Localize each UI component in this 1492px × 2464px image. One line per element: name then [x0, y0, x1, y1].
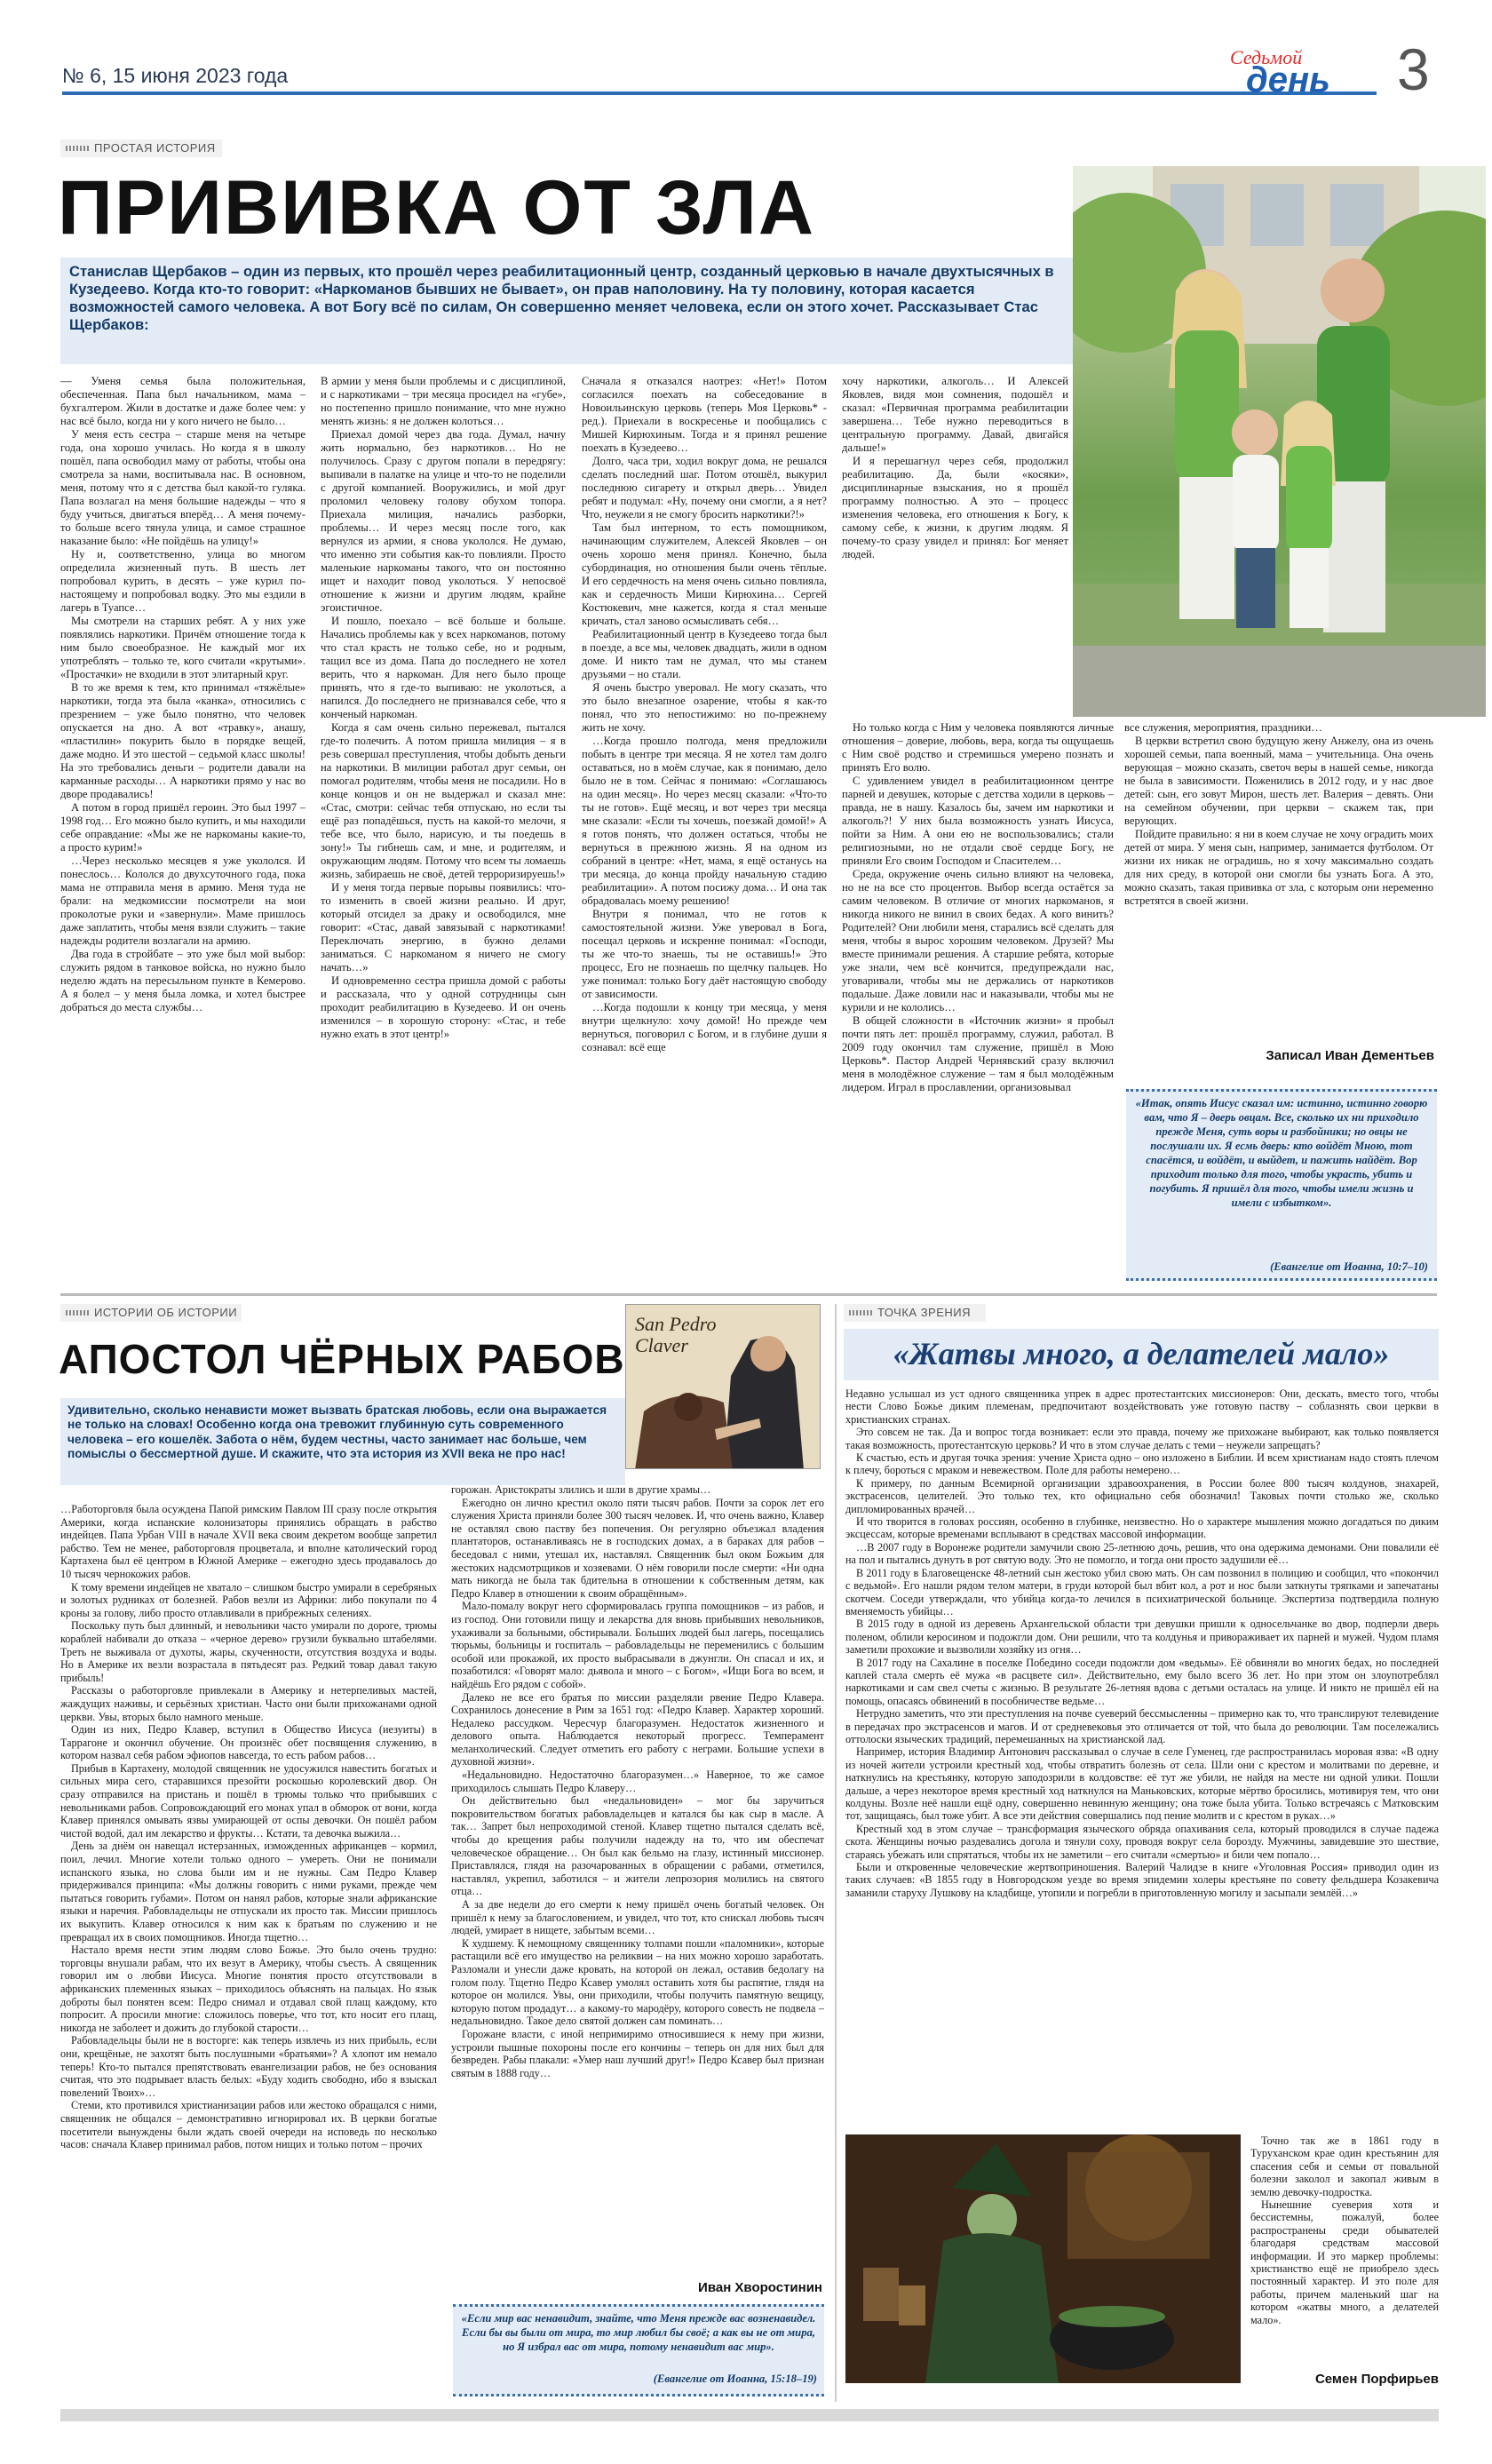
article3-p8: В 2015 году в одной из деревень Архангельской области три девушки пришли к односельчанке во двор, подперли дверь поленом, облили керосином и подожгли дом. Они решили, что та колдунья и привораживает их парней и мужей. Чудом пламя заметили прохожие и вызволили хозяйку из огня…	[845, 1617, 1439, 1657]
article1-title: ПРИВИВКА ОТ ЗЛА	[58, 165, 816, 250]
article3-p14: Точно так же в 1861 году в Туруханском крае один крестьянин для спасения себя и семьи от повальной болезни заколол и закопал живым в землю девочку-подростка.	[1250, 2134, 1439, 2198]
article1-col2-p4: Когда я сам очень сильно пережевал, пытался где-то полечить. А потом пришла милиция – я в резь совершал преступления, чтобы добыть деньги на наркотики. В милиции работал друг семьи, он помогал родителям, чтобы меня не посадили. Но в конце концов и он не выдержал и сказал мне: «Стас, смотри: сейчас тебя отпускаю, но если ты ещё раз попадёшься, пусть на какой-то мелочи, я тебе все, что было, нарисую, и ты поедешь в зону!» Ты гибнешь сам, и мне, и родителям, и окружающим людям. Потому что всем ты ломаешь жизнь, забираешь не своё, детей терроризируешь!»	[321, 721, 566, 880]
article1-col3-p6: …Когда прошло полгода, меня предложили побыть в центре три месяца. Я не хотел там долго оставаться, но в моём случае, как я понимаю, дело было не в том. Сейчас я понимаю: «Соглашаюсь на один месяц». Но через месяц сказали: «Что-то ты не готов». Ещё месяц, и вот через три месяца мне сказали: «Если ты хочешь, поезжай домой!» А я готов понять, что должен остаться, чтобы не вернуться в прежнюю жизнь. Я на одном из собраний в центре: «Нет, мама, я ещё останусь на три месяца, до конца пройду начальную стадию реабилитации». А потом посижу дома… И она так обрадовалась моему решению!	[582, 735, 827, 907]
article3-p1: Недавно услышал из уст одного священника упрек в адрес протестантских миссионеров: Они, дескать, вместо того, чтобы нести Слово Божье диким племенам, предпочитают воздействовать уже готовую паству – соблазнять свои церкви в христианских странах.	[845, 1387, 1439, 1426]
witch-illustration-art	[845, 2134, 1241, 2383]
article1-col4-p3: Но только когда с Ним у человека появляются личные отношения – доверие, любовь, вера, когда ты ощущаешь с Ним своё родство и стремишься умерено познать и принять Его волю.	[842, 721, 1114, 774]
article1-col3-p5: Я очень быстро уверовал. Не могу сказать, что это было внезапное озарение, чтобы я как-то понял, что это непостижимо: но по-прежнему жить не хочу.	[582, 681, 827, 734]
article2-col1-p5: Один из них, Педро Клавер, вступил в Общество Иисуса (иезуиты) в Таррагоне и окончил обучение. Он произнёс обет посвящения служению, в котором назвал себя рабом эфиопов навсегда, то есть рабом рабов…	[60, 1723, 437, 1762]
article1-quote: «Итак, опять Иисус сказал им: истинно, истинно говорю вам, что Я – дверь овцам. Все, сколько их ни приходило прежде Меня, суть воры и разбойники; но овцы не послушали их. Я есмь дверь: кто войдёт Мною, тот спасётся, и войдёт, и выйдет, и пажить найдёт. Вор приходит только для того, чтобы украсть, убить и погубить. Я пришёл для того, чтобы имели жизнь и имели с избытком».	[1135, 1097, 1428, 1209]
article1-col3-p8: …Когда подошли к концу три месяца, у меня внутри щелкнуло: хочу домой! Но прежде чем вернуться, поговорил с Богом, и в глубине души я сознавал: всё еще	[582, 1001, 827, 1053]
article2-col2-p3: Мало-помалу вокруг него сформировалась группа помощников – из рабов, и из господ. Они готовили пищу и лекарства для вновь прибывших невольников, ухаживали за больными, обстирывали. Больших людей был лагерь, посещались тюрьмы, больницы и госпиталь – рабовладельцы не переменились с большим особой или прокажой, их просто выбрасывали в джунгли. Он спасал и их, и позаботился: «Говорят мало: дьявола и много – с Богом», «Ищи Бога во всем, и найдёшь Его рядом с собой».	[451, 1600, 824, 1690]
article1-col3-p3: Там был интерном, то есть помощником, начинающим служителем, Алексей Яковлев – он очень хорошо меня принял. Конечно, была субординация, но отношения были очень тёплые. И его сердечность на меня очень сильно повлияла, как и сердечность Миши Кирюхина… Сергей Костюкевич, мне кажется, когда я стал меньше кричать, стал заново осмысливать себя…	[582, 521, 827, 627]
article1-col3-p2: Долго, часа три, ходил вокруг дома, не решался сделать последний шаг. Потом отошёл, выкурил последнюю сигарету и открыл дверь… Увидел ребят и подумал: «Ну, почему они смогли, а я нет? Что, неужели я не смогу бросить наркотики?!»	[582, 455, 827, 521]
article2-signature: Иван Хворостинин	[698, 2280, 822, 2295]
article3-p15: Нынешние суеверия хотя и бессистемны, пожалуй, более распространены среди обывателей благодаря средствам массовой информации. И это маркер проблемы: христианство ещё не приобрело здесь постоянный характер. И это поле для работы, причем маленький шаг на котором «жатвы много, а делателей мало».	[1250, 2198, 1439, 2326]
logo-big: день	[1246, 60, 1330, 99]
article2-col1-p10: Стеми, кто противился христианизации рабов или жестоко обращался с ними, священник не общался – демонстративно игнорировал их. В церкви богатые посетители вынуждены были ждать своей очереди на исповедь по несколько часов: сначала Клавер принимал рабов, потом нищих и только потом – прочих	[60, 2099, 437, 2151]
article2-col1-p6: Прибыв в Картахену, молодой священник не удосужился навестить богатых и сильных мира сего, старавшихся презойти роскошью королевский двор. Он сразу отправился на пристань и пошёл в трюмы только что прибывших с невольниками рабов. Сопровождающий его монах упал в обморок от вони, когда Клавер принялся омывать язвы умирающей от оспы девочки. Он пошёл рабом чистой водой, дал им лекарство и фрукты… Кстати, та девочка выжила…	[60, 1761, 437, 1840]
article1-quote-ref: (Евангелие от Иоанна, 10:7–10)	[1270, 1260, 1428, 1273]
article1-col1-p5: В то же время к тем, кто принимал «тяжёлые» наркотики, тогда эта была «канка», относились с презрением – уже было понятно, что человек опускается на дно. А вот «травку», анашу, «пластилин» покурить было в порядке вещей, даже модно. И это шестой – седьмой класс школы! На это требовались деньги – родители давали на карманные расходы… А наркотики прямо у нас во дворе продавались!	[60, 681, 306, 800]
article3-p2: Это совсем не так. Да и вопрос тогда возникает: если это правда, почему же прихожане выбирают, как только появляется такая возможность, протестантскую церковь? И что в этом случае делать с теми – неужели запрещать?	[845, 1426, 1439, 1451]
article1-col1-p4: Мы смотрели на старших ребят. А у них уже появлялись наркотики. Причём отношение тогда к ним было своеобразное. Не каждый мог их употреблять – только те, кого считали «крутыми». «Простачки» не входили в этот элитарный круг.	[60, 615, 306, 680]
article3-p9: В 2017 году на Сахалине в поселке Победино соседи подожгли дом «ведьмы». Её обвиняли во многих бедах, но последней каплей стала смерть её мужа «в расцвете сил». Действительно, ему было всего 36 лет. Но при этом он злоупотреблял наркотиками и сам свел счеты с жизнью. В результате 26-летняя вдова с детьми осталась на улице. И никто не пришёл ей на помощь, опасаясь обвинений в пособничестве ведьме…	[845, 1656, 1439, 1707]
article2-col1-p8: Настало время нести этим людям слово Божье. Это было очень трудно: торговцы внушали рабам, что их везут в Америку, чтобы съесть. А священник говорил им о любви Иисуса. Многие понятия просто отсутствовали в африканских племенных языках – приходилось объяснять на пальцах. Но язык доброты был понятен всем: Педро снимал и отдавал свой плащ каждому, кто попросит. А просили многие: сложилось поверье, что тот, кто носит его плащ, никогда не заболеет и дожить до глубокой старости…	[60, 1943, 437, 2034]
article1-col5	[1124, 721, 1433, 1041]
article3-p6: …В 2007 году в Воронеже родители замучили свою 25-летнюю дочь, решив, что она одержима демонами. Они повалили её на пол и пытались дунуть в рот святую воду. Это не помогло, и тогда они просто задушили её…	[845, 1540, 1439, 1567]
witch-illustration	[845, 2134, 1241, 2383]
section-divider	[60, 1293, 1437, 1296]
article1-col2-p5: И у меня тогда первые порывы появились: что-то изменить в своей жизни реально. И друг, который отсидел за драку и освободился, мне говорит: «Стас, давай завязывай с наркотиками! Переключать энергию, в бужно делами заниматься. С наркоманом я ничего не смогу начать…»	[321, 881, 566, 974]
saint-painting-caption: San Pedro Claver	[635, 1313, 717, 1356]
article1-col1-p1: — Уменя семья была положительная, обеспеченная. Папа был начальником, мама – бухгалтером. Жили в достатке и даже более чем: у нас всё было, когда ни у кого ничего не было…	[60, 375, 306, 427]
article1-col4-p5: Среда, окружение очень сильно влияют на человека, но не на все сто процентов. Выбор всегда остаётся за самим человеком. В отличие от многих наркоманов, я никогда никого не винил в своих бедах. А кого винить? Родителей? Они любили меня, старались всё сделать для меня, чтобы я вырос хорошим человеком. Друзей? Мы вместе принимали решения. А старшие ребята, которые уже знали, чем всё кончится, предупреждали нас, уговаривали, чтобы мы не держались от наркотиков подальше. Даже ловили нас и наказывали, чтобы мы не курили и не кололись…	[842, 868, 1114, 1013]
article1-col3-p4: Реабилитационный центр в Кузедеево тогда был в поезде, а все мы, человек двадцать, жили в одном доме. И никто там не думал, что мы станем друзьями – но стали.	[582, 628, 827, 680]
article1-col4-top	[842, 375, 1068, 708]
article1-col4-p6: В общей сложности в «Источник жизни» я пробыл почти пять лет: прошёл программу, служил, работал. В 2009 году окончил там служение, пришёл в Мою Церковь*. Пастор Андрей Чернявский сразу включил меня в молодёжное служение – там я был молодёжным лидером. Играл в прославлении, организовывал	[842, 1014, 1114, 1093]
article1-col2-p1: В армии у меня были проблемы и с дисциплиной, и с наркотиками – три месяца просидел на «губе», но постепенно пришло понимание, что мне нужно менять жизнь: я не должен колоться…	[321, 375, 566, 427]
article2-rubric: ИСТОРИИ ОБ ИСТОРИИ	[60, 1304, 242, 1322]
article2-col1-p1: …Работорговля была осуждена Папой римским Павлом III сразу после открытия Америки, когда испанские колонизаторы принялись обращать в рабство индейцев. Папа Урбан VIII в начале XVII века своим декретом вообще запретил рабство. Тем не менее, работорговля процветала, и вполне католический город Картахена был её центром в Южной Америке – ежегодно здесь продавалось до 10 тысяч чернокожих рабов.	[60, 1503, 437, 1580]
article1-col1-p8: Два года в стройбате – это уже был мой выбор: служить рядом в танковое войска, но нужно было неделю ждать на пересыльном пункте в Кемерово. А я болел – у меня была ломка, и хотел быстрее добраться до места службы…	[60, 948, 306, 1013]
article2-col1-p2: К тому времени индейцев не хватало – слишком быстро умирали в серебряных и золотых рудниках от болезней. Рабов везли из Африки: либо покупали по 4 кроны за голову, либо просто отлавливали в прибрежных селениях.	[60, 1580, 437, 1619]
article3-p3: К счастью, есть и другая точка зрения: учение Христа одно – оно изложено в Библии. И всем христианам надо стоять плечом к плечу, бороться с мраком и невежеством. Поле для работы немерено…	[845, 1451, 1439, 1477]
article1-col1-p2: У меня есть сестра – старше меня на четыре года, она хорошо училась. Но когда я в школу пошёл, папа освободил маму от работы, чтобы она смотрела за нами, воспитывала нас. В основном, меня, потому что я с детства был какой-то гуляка. Папа возлагал на меня большие надежды – что я буду учиться, двигаться вперёд… А меня почему-то больше всего тянула улица, и самое страшное наказание было: «Не пойдёшь на улицу!»	[60, 428, 306, 547]
article1-col3-p7: Внутри я понимал, что не готов к самостоятельной жизни. Уже уверовал в Бога, посещал церковь и искренне понимал: «Господи, ты же что-то знаешь, ты не оставишь!» Это процесс, Его не познаешь по щелчку пальцев. Но уже понимал: только Богу даёт настоящую свободу от зависимости.	[582, 908, 827, 1000]
article2-col2-p8: К худшему. К немощному священнику толпами пошли «паломники», которые растащили всё его имущество на реликвии – на них можно хорошо заработать. Разломали и унесли даже кровать, на которой он лежал, оставив бедолагу на голом полу. Тщетно Педро Ксавер умолял оставить хотя бы распятие, глядя на которое он молился. Увы, они приходили, чтобы получить памятную вещицу, которую потом продадут… а какому-то мародёру, которого совесть не подвела – недальновидно. Такое дело святой должен сам поминать…	[451, 1936, 824, 2028]
article1-rubric: ПРОСТАЯ ИСТОРИЯ	[60, 139, 222, 157]
article1-col1-p3: Ну и, соответственно, улица во многом определила жизненный путь. В шесть лет попробовал курить, в десять – уже курил по-настоящему и попробовал водку. Это мы ездили в лагерь в Туапсе…	[60, 548, 306, 614]
article1-col1	[60, 375, 306, 1281]
article2-lead: Удивительно, сколько ненависти может вызвать братская любовь, если она выражается не только на словах! Особенно когда она тревожит глубинную суть современного человека – его кошелёк. Забота о нём, будем честны, часто занимает нас больше, чем помыслы о бессмертной душе. И скажите, что эта история из XVII века не про нас!	[67, 1403, 607, 1461]
article3-p4: К примеру, по данным Всемирной организации здравоохранения, в России более 800 тысяч колдунов, знахарей, экстрасенсов, целителей. Это только тех, кто официально себя обозначил! Таковых почти столько же, сколько дипломированных врачей…	[845, 1476, 1439, 1515]
article3-p11: Например, история Владимир Антонович рассказывал о случае в селе Гуменец, где распространилась моровая язва: «В одну из ночей жители устроили крестный ход, чтобы отвратить болезнь от села. Шли они с крестом и молитвами по деревне, и наткнулись на крестьянку, которую заподозрили в колдовстве: её тут же убили, не найдя на месте ни одной улики. Пошли дальше, а через некоторое время крестный ход наткнулся на Маньковских, которые мёртво бросились, мотивируя тем, что они колдуны. Возле неё нашли ещё одну, совершенно невинную женщину; она тоже была убита. Только встречаясь с Матковским тот, защищаясь, был тоже убит. А все эти действия совершались под пение молитв и с крестом в руках…»	[845, 1745, 1439, 1823]
article3-rubric: ТОЧКА ЗРЕНИЯ	[844, 1304, 986, 1322]
logo-small: Седьмой	[1230, 46, 1303, 68]
article1-col1-p6: А потом в город пришёл героин. Это был 1997 – 1998 год… Его можно было купить, и мы находили себе оправдание: «Мы же не наркоманы какие-то, а просто курим!»	[60, 801, 306, 854]
issue-date: № 6, 15 июня 2023 года	[62, 64, 289, 87]
article2-col2-p4: Далеко не все его братья по миссии разделяли рвение Педро Клавера. Сохранилось донесение в Рим за 1651 год: «Педро Клавер. Характер хороший. Недалеко рассудком. Чересчур благоразумен. Недостаток жизненного и делового опыта. Наблюдается некоторый прогресс. Темперамент меланхолический. Следует отметить его работу с неграми. Большие успехи в духовной жизни».	[451, 1690, 824, 1769]
page-number: 3	[1397, 36, 1430, 102]
article1-col1-p7: …Через несколько месяцев я уже укололся. И понеслось… Кололся до двухсуточного года, пока мама не отправила меня в армию. Меня туда не брали: на медкомиссии посмотрели на мои проколотые руки и «завернули». Маме пришлось даже заплатить, чтобы меня взяли служить – такие надежды родители возлагали на армию.	[60, 854, 306, 947]
article2-col1-p3: Поскольку путь был длинный, и невольники часто умирали по дороге, трюмы кораблей набивали до отказа – «черное дерево» грузили буквально штабелями. Треть не выживала от духоты, жары, скученности, отсутствия воздуха и воды. Но в Америке их везли возрастала в пятьдесят раз. Редкий товар давал такую прибыль!	[60, 1619, 437, 1684]
article1-col2	[321, 375, 566, 1281]
article1-col4-p2: И я перешагнул через себя, продолжил реабилитацию. Да, были «косяки», дисциплинарные взыскания, но я прошёл программу полностью. А это – процесс изменения человека, его отношения к Богу, к самому себе, к жизни, к другим людям. Я почему-то сразу увидел и принял: Бог меняет людей.	[842, 455, 1068, 560]
article1-signature: Записал Иван Дементьев	[1266, 1048, 1434, 1063]
family-photo	[1073, 166, 1486, 717]
article1-col2-p2: Приехал домой через два года. Думал, начну жить нормально, без наркотиков… Но не получилось. Сразу с другом попали в передрягу: выпивали в палатке на улице и что-то не поделили с другой компанией. Вооружились, и мой друг проломил человеку голову обухом топора. Приехала милиция, начались разборки, проблемы… И через месяц после того, как вернулся из армии, я снова укололся. Не думаю, что именно эти события как-то повлияли. Просто маленькие наркоманы такого, что он постоянно ищет и находит повод уколоться. У непосвоё отношение к жизни и другим людям, крайне эгоистичное.	[321, 428, 566, 614]
article3-p5: И что творится в головах россиян, особенно в глубинке, неизвестно. Но о характере мышления можно догадаться по диким эксцессам, которые временами всплывают в средствах массовой информации.	[845, 1515, 1439, 1541]
footer-rule	[60, 2409, 1439, 2421]
article2-col2-p1: горожан. Аристократы злились и шли в другие храмы…	[451, 1483, 711, 1496]
article2-col2-p6: Он действительно был «недальновиден» – мог бы заручиться покровительством богатых рабовладельцев и катался бы как сыр в масле. А так… Запрет был непроходимой стеной. Клавер тщетно пытался сделать всё, чтобы до крещения рабы получили надежду на то, что им обеспечат человеческое обращение… Он был как бельмо на глазу, истинный миссионер. Приставлялся, глядя на разочарованных в обращении с рабами, отметился, наставлял, укрепил, заботился – и жители лепрозория молились на святого отца…	[451, 1794, 824, 1898]
article3-body-top	[845, 1387, 1439, 2129]
article2-col1-p4: Рассказы о работорговле привлекали в Америку и нетерпеливых мастей, жаждущих наживы, и серьёзных христиан. Часто они были прихожанами одной церкви. Увы, вторых было намного меньше.	[60, 1684, 437, 1723]
article1-col4-p1: хочу наркотики, алкоголь… И Алексей Яковлев, видя мои сомнения, подошёл и сказал: «Первичная программа реабилитации завершена… Тебе нужно переводиться в центральную программу. Давай, двигайся дальше!»	[842, 375, 1068, 454]
article2-col2-p9: Горожане власти, с иной непримиримо относившиеся к нему при жизни, устроили пышные похороны после его кончины – теперь он для них был для безвреден. Рабы плакали: «Умер наш лучший друг!» Педро Ксавер был признан святым в 1888 году…	[451, 2027, 824, 2079]
article2-col2-p7: А за две недели до его смерти к нему пришёл очень богатый человек. Он пришёл к нему за благословением, и увидел, что тот, кто снискал любовь тысяч людей, умирает в нищете, забытым всеми…	[451, 1898, 824, 1937]
article3-body-bottom	[1250, 2134, 1439, 2367]
logo	[1230, 46, 1354, 99]
article3-signature: Семен Порфирьев	[1314, 2372, 1439, 2387]
article2-col1	[60, 1503, 437, 2396]
article3-p13: Были и откровенные человеческие жертвоприношения. Валерий Чалидзе в книге «Уголовная Россия» приводил один из таких случаев: «В 1855 году в Новгородском уезде во время эпидемии холеры крестьяне по совету фельдшера Козакевича заманили старуху Лушкову на кладбище, утопили и погребли в приготовленную могилу и засыпали землёй…»	[845, 1861, 1439, 1899]
article2-col2-p5: «Недальновидно. Недостаточно благоразумен…» Наверное, то же самое приходилось слышать Педро Клаверу…	[451, 1769, 824, 1794]
article1-col4-bottom	[842, 721, 1114, 1281]
article1-col3-p1: Сначала я отказался наотрез: «Нет!» Потом согласился поехать на собеседование в Новоильинскую церковь (теперь Моя Церковь* - ред.). Приехали в воскресенье и пообщались с Мишей Кирюхиным. Тогда и я принял решение поехать в Кузедеево…	[582, 375, 827, 454]
column-rule	[835, 1304, 837, 2402]
article2-col2-p2: Ежегодно он лично крестил около пяти тысяч рабов. Почти за сорок лет его служения Христа приняли более 300 тысяч человек. И, что очень важно, Клавер не оставлял свою паству без попечения. Он регулярно объезжал владения плантаторов, останавливаясь не в господских домах, а в бараках для рабов – беседовал с ними, утешал их, наставлял. Священник был оком Божьим для жестоких надсмотрщиков и хозяевами. О нём говорили после смерти: «Ни одна мать никогда не была так бдительна в отношении к собственным детям, как Педро Клавер в отношении к своим обращённым».	[451, 1496, 824, 1600]
header-rule	[62, 91, 1377, 95]
article2-title: АПОСТОЛ ЧЁРНЫХ РАБОВ	[59, 1336, 625, 1382]
article3-p12: Крестный ход в этом случае – трансформация языческого обряда опахивания села, который проводился в случае падежа скота. Женщины ночью раздевались догола и тянули соху, проводя вокруг села борозду. Мужчины, завидевшие это шествие, стараясь убежать или спрятаться, чтобы их не заметили – его считали «смертью» и били чем попало…	[845, 1822, 1439, 1861]
article1-col5-p3: Пойдите правильно: я ни в коем случае не хочу оградить моих детей от мира. У меня сын, например, занимается футболом. От жизни их никак не оградишь, но я хочу максимально создать для них среду, в которой они смогли бы узнать Бога. А это, можно сказать, такая прививка от зла, с которым они неременно встретятся в своей жизни.	[1124, 828, 1433, 907]
article2-col1-p9: Рабовладельцы были не в восторге: как теперь извлечь из них прибыль, если они, крещёные, не захотят быть послушными «братьями»? А хлопот им немало теперь! Кто-то пытался препятствовать евангелизации рабов, не без основания считая, что это подрывает власть белых: «Буду ходить свободно, ибо я взыскал повелений Твоих»…	[60, 2034, 437, 2099]
article1-col2-p3: И пошло, поехало – всё больше и больше. Начались проблемы как у всех наркоманов, потому что стал красть не только себе, но и родным, тащил все из дома. Папа до последнего не хотел верить, что я наркоман. Для него было проще принять, что я где-то выпиваю: не уколоться, а напился. До последнего не признавался себе, что я конченый наркоман.	[321, 615, 566, 720]
article3-title: «Жатвы много, а делателей мало»	[893, 1336, 1390, 1371]
article1-col2-p6: И одновременно сестра пришла домой с работы и рассказала, что у одной сотрудницы сын проходит реабилитацию в Кузедеево. И он очень изменился – в хорошую сторону: «Стас, и тебе нужно ехать в этот центр!»	[321, 974, 566, 1040]
article3-p7: В 2011 году в Благовещенске 48-летний сын жестоко убил свою мать. Он сам позвонил в полицию и сообщил, что «покончил с ведьмой». Его нашли рядом телом матери, в груди которой был вбит кол, а рот и нос были заткнуты тряпками и запечатаны скотчем. Соседи утверждали, что убийца когда-то лечился в психиатрической больнице. Экспертиза подтвердила полную вменяемость убийцы…	[845, 1566, 1439, 1617]
article2-col1-p7: День за днём он навещал истерзанных, изможденных африканцев – кормил, поил, лечил. Многие хотели только одного – умереть. Они не понимали испанского языка, но слова были им и не нужны. Сам Педро Клавер придерживался принципа: «Мы должны говорить с ними руками, прежде чем пытаться говорить губами». Потом он нанял рабов, которые знали африканские языки и наречия. Рабовладельцы не отпускали их просто так. Миссии пришлось их выкупить. Клавер относился к ним как к братьям по служению и не превращал их в своих помощников. Иногда тщетно…	[60, 1840, 437, 1943]
article1-col5-p1: все служения, мероприятия, праздники…	[1124, 721, 1322, 734]
article1-lead: Станислав Щербаков – один из первых, кто прошёл через реабилитационный центр, созданный церковью в начале двухтысячных в Кузедеево. Когда кто-то говорит: «Наркоманов бывших не бывает», он прав наполовину. На ту половину, которая касается возможностей самого человека. А вот Богу всё по силам, Он совершенно меняет человека, если он этого хочет. Рассказывает Стас Щербаков:	[69, 263, 1054, 333]
article1-col4-p4: С удивлением увидел в реабилитационном центре парней и девушек, которые с детства ходили в церковь – правда, не в нашу. Казалось бы, зачем им наркотики и алкоголь?! У них была возможность узнать Иисуса, пойти за Ним. А они ею не воспользовались; стали религиозными, но не отдали своё сердце Богу, не приняли Его своим Господом и Спасителем…	[842, 775, 1114, 867]
article1-col5-p2: В церкви встретил свою будущую жену Анжелу, она из очень хорошей семьи, папа военный, мама – учительница. Она очень верующая – можно сказать, светоч веры в нашей семье, никогда не была в зависимости. Поженились в 2012 году, и у нас двое детей: сын, его зовут Мирон, шесть лет. Валерия – девять. Они на семейном обучении, при церкви – скажем так, при верующих.	[1124, 735, 1433, 827]
saint-painting	[625, 1304, 821, 1469]
article2-col2	[451, 1483, 824, 2274]
article3-p10: Нетрудно заметить, что эти преступления на почве суеверий бессмысленны – примерно как то, что транслируют телевидение в передачах про экстрасенсов и магов. И от средневековья это отличается от той, что была до революции. Там посележались оттолоски языческих традиций, перемешанных на христианской лад.	[845, 1707, 1439, 1745]
article2-quote: «Если мир вас ненавидит, знайте, что Меня прежде вас возненавидел. Если бы вы были от мира, то мир любил бы своё; а как вы не от мира, но Я избрал вас от мира, потому ненавидит вас мир».	[461, 2312, 816, 2353]
article1-col3	[582, 375, 827, 1281]
family-photo-illustration	[1073, 166, 1486, 717]
article2-quote-ref: (Евангелие от Иоанна, 15:18–19)	[653, 2373, 817, 2385]
